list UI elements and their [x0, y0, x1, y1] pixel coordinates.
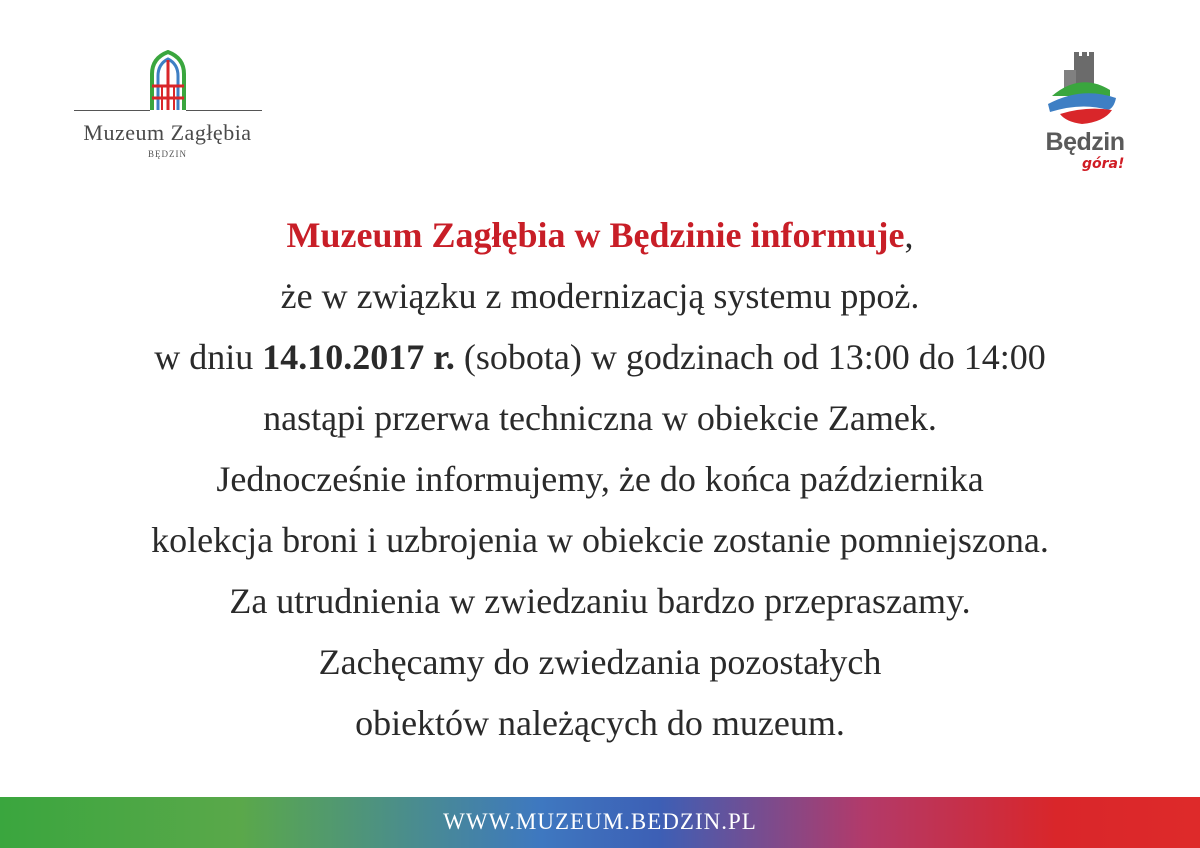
- city-brand-name: Będzin: [1045, 128, 1125, 156]
- logo-rule-right: [186, 110, 262, 111]
- notice-line-3: [0, 327, 1200, 388]
- notice-headline-line: [0, 205, 1200, 266]
- notice-text: [0, 205, 1200, 754]
- notice-line-9: obiektów należących do muzeum.: [355, 703, 845, 743]
- notice-line-6: kolekcja broni i uzbrojenia w obiekcie zostanie pomniejszona.: [151, 520, 1049, 560]
- footer-url[interactable]: WWW.MUZEUM.BEDZIN.PL: [443, 809, 757, 834]
- notice-line-2: że w związku z modernizacją systemu ppoż.: [280, 276, 920, 316]
- muzeum-zaglebia-logo: [60, 50, 275, 170]
- city-tagline: góra!: [1082, 156, 1125, 172]
- notice-line-5: Jednocześnie informujemy, że do końca października: [216, 459, 984, 499]
- notice-line-3-suffix: (sobota) w godzinach od 13:00 do 14:00: [454, 337, 1046, 377]
- notice-line-4: nastąpi przerwa techniczna w obiekcie Zamek.: [263, 398, 937, 438]
- notice-headline: Muzeum Zagłębia w Będzinie informuje: [286, 215, 905, 255]
- notice-date: 14.10.2017 r.: [262, 337, 455, 377]
- notice-headline-suffix: ,: [904, 215, 914, 255]
- logo-rule-left: [74, 110, 150, 111]
- footer-band: [0, 797, 1200, 848]
- logo-name: Muzeum Zagłębia: [83, 120, 252, 145]
- bedzin-city-logo: [1030, 52, 1140, 177]
- notice-line-7: Za utrudnienia w zwiedzaniu bardzo przepraszamy.: [229, 581, 971, 621]
- castle-hill-icon: [1042, 52, 1122, 130]
- gothic-window-icon: [148, 50, 188, 112]
- notice-line-8: Zachęcamy do zwiedzania pozostałych: [318, 642, 882, 682]
- logo-city: BĘDZIN: [148, 149, 187, 159]
- notice-line-3-prefix: w dniu: [154, 337, 263, 377]
